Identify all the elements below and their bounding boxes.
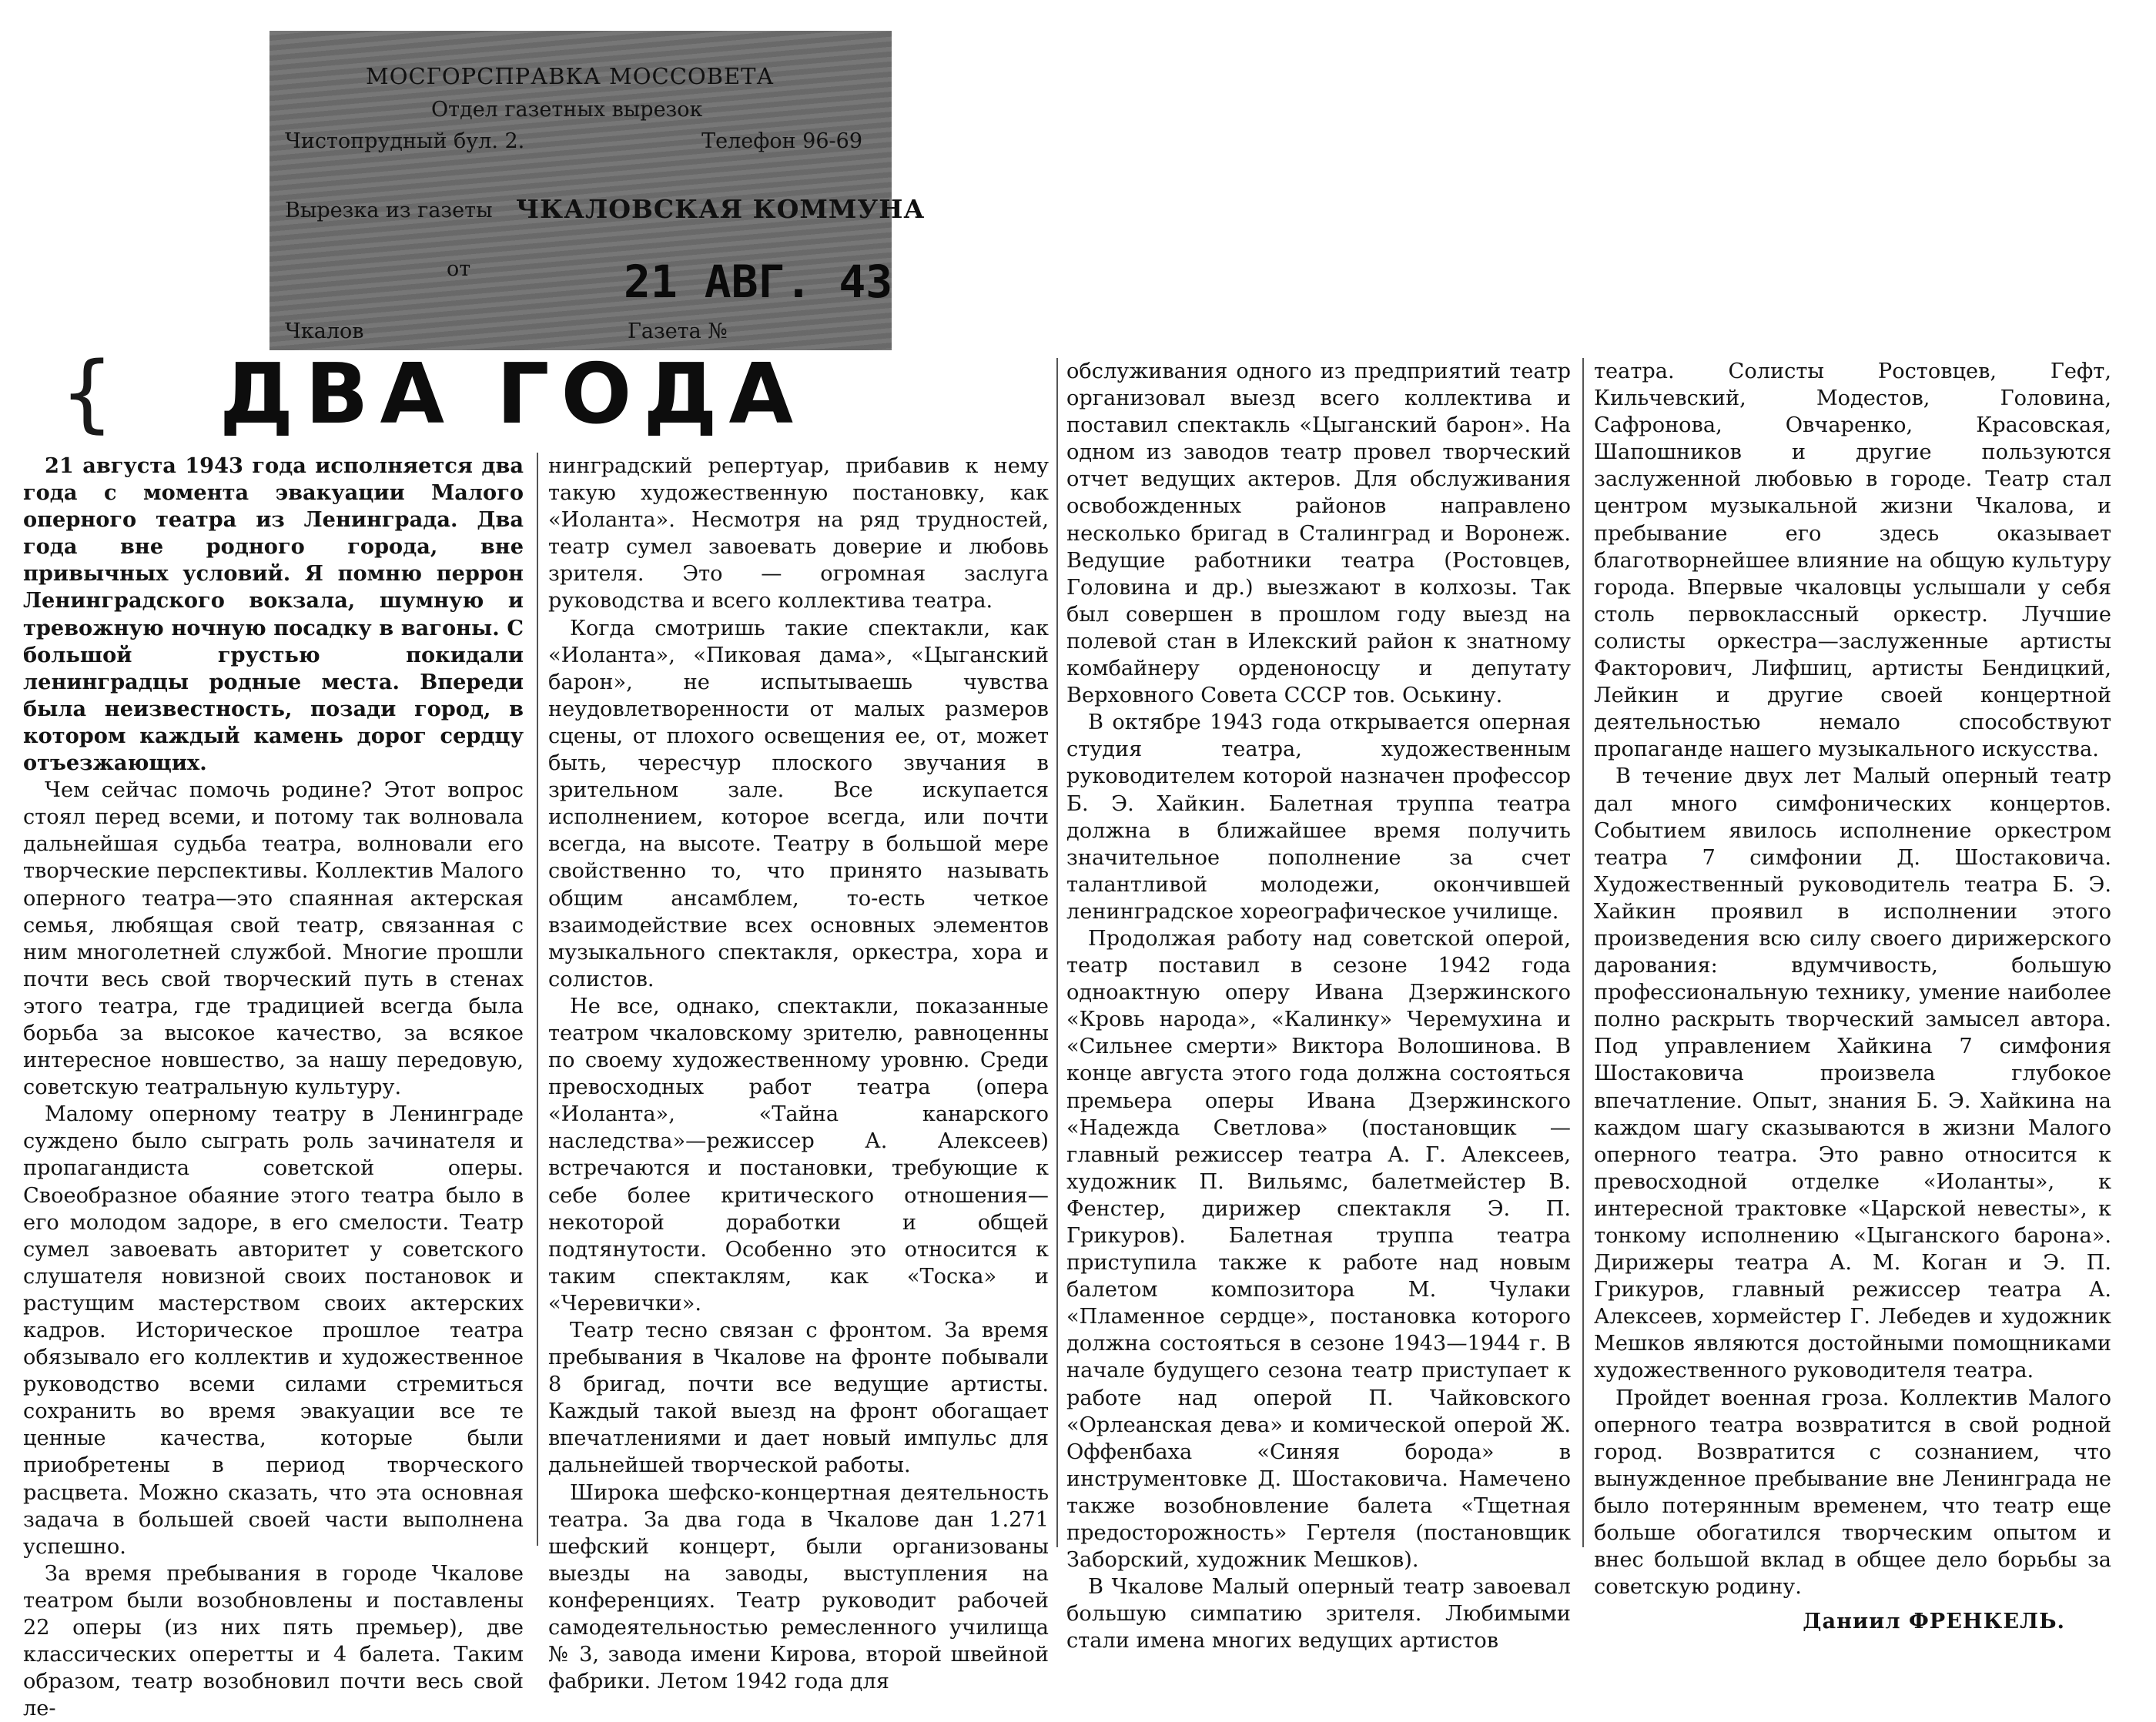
paragraph: обслуживания одного из предприятий театр организовал выезд всего коллектива и поставил спектакль «Цыганский барон». На одном из заводов театр провел творческий отчет ведущих актеров. Для обслуживания освобожденных районов направлено несколько бригад в Сталинград и Воронеж. Ведущие работники театра (Ростовцев, Головина и др.) выезжают в колхозы. Так был совершен в прошлом году выезд на полевой стан в Илекский район к знатному комбайнеру орденоносцу и депутату Верховного Совета СССР тов. Оськину.	[1066, 359, 1571, 708]
paragraph: театра. Солисты Ростовцев, Гефт, Кильчевский, Модестов, Головина, Сафронова, Овчаренко, Красовская, Шапошников и другие пользуются заслуженной любовью в городе. Театр стал центром музыкальной жизни Чкалова, и пребывание его здесь оказывает благотворнейшее влияние на общую культуру города. Впервые чкаловцы услышали у себя столь первоклассный оркестр. Лучшие солисты оркестра—заслуженные артисты Факторович, Лифшиц, артисты Бендицкий, Лейкин и другие своей концертной деятельностью немало способствуют пропаганде нашего музыкального искусства.	[1594, 359, 2111, 762]
stamp-from-label: от	[447, 257, 471, 281]
paragraph: Театр тесно связан с фронтом. За время пребывания в Чкалове на фронте побывали 8 бригад, почти все ведущие артисты. Каждый такой выезд на фронт обогащает впечатлениями и дает новый импульс для дальнейшей творческой работы.	[548, 1319, 1049, 1478]
clipping-service-stamp	[270, 31, 926, 350]
paragraph: Не все, однако, спектакли, показанные театром чкаловскому зрителю, равноценны по своему художественному уровню. Среди превосходных работ театра (опера «Иоланта», «Тайна канарского наследства»—режиссер А. Алексеев) встречаются и постановки, требующие к себе более критического отношения—некоторой доработки и общей подтянутости. Особенно это относится к таким спектаклям, как «Тоска» и «Черевички».	[548, 994, 1049, 1316]
column-divider	[1056, 358, 1058, 1547]
paragraph: нинградский репертуар, прибавив к нему такую художественную постановку, как «Иоланта». Несмотря на ряд трудностей, театр сумел завоевать доверие и любовь зрителя. Это — огромная заслуга руководства и всего коллектива театра.	[548, 454, 1049, 614]
article-column-3	[1066, 358, 1571, 1653]
paragraph: Широка шефско-концертная деятельность театра. За два года в Чкалове дан 1.271 шефский концерт, были организованы выезды на заводы, выступления на конференциях. Театр руководит рабочей самодеятельностью ремесленного училища № 3, завода имени Кирова, второй швейной фабрики. Летом 1942 года для	[548, 1480, 1049, 1694]
margin-bracket-mark: {	[60, 343, 114, 442]
stamp-phone: Телефон 96-69	[701, 129, 862, 153]
stamp-city: Чкалов	[285, 319, 364, 343]
stamp-newspaper-name: ЧКАЛОВСКАЯ КОММУНА	[516, 194, 926, 224]
paragraph: Малому оперному театру в Ленинграде суждено было сыграть роль зачинателя и пропагандиста советской оперы. Своеобразное обаяние этого театра было в его молодом задоре, в его смелости. Театр сумел завоевать авторитет у советского слушателя новизной своих постановок и растущим мастерством своих актерских кадров. Историческое прошлое театра обязывало его коллектив и художественное руководство всеми силами стремиться сохранить во время эвакуации все те ценные качества, которые были приобретены в период творческого расцвета. Можно сказать, что эта основная задача в большей своей части выполнена успешно.	[23, 1102, 524, 1559]
stamp-date: 21 АВГ. 43	[624, 256, 893, 308]
column-divider	[537, 453, 538, 1546]
article-headline: ДВА ГОДА	[219, 346, 805, 443]
paragraph: Продолжая работу над советской оперой, театр поставил в сезоне 1942 года одноактную оперу Ивана Дзержинского «Кровь народа», «Калинку» Черемухина и «Сильнее смерти» Виктора Волошинова. В конце августа этого года должна состояться премьера оперы Ивана Дзержинского «Надежда Светлова» (постановщик — главный режиссер театра А. Г. Алексеев, художник П. Вильямс, балетмейстер В. Фенстер, дирижер спектакля Э. П. Грикуров). Балетная труппа театра приступила также к работе над новым балетом композитора М. Чулаки «Пламенное сердце», постановка которого должна состояться в сезоне 1943—1944 г. В начале будущего сезона театр приступает к работе над оперой П. Чайковского «Орлеанская дева» и комической оперой Ж. Оффенбаха «Синяя борода» в инструментовке Д. Шостаковича. Намечено также возобновление балета «Тщетная предосторожность» Гертеля (постановщик Заборский, художник Мешков).	[1066, 926, 1571, 1573]
paragraph: Пройдет военная гроза. Коллектив Малого оперного театра возвратится в свой родной город. Возвратится с сознанием, что вынужденное пребывание вне Ленинграда не было потерянным временем, что театр еще больше обогатился творческим опытом и внес большой вклад в общее дело борьбы за советскую родину.	[1594, 1386, 2111, 1600]
paragraph: Когда смотришь такие спектакли, как «Иоланта», «Пиковая дама», «Цыганский барон», не испытываешь чувства неудовлетворенности от малых размеров сцены, от плохого освещения ее, от, может быть, чересчур плоского звучания в зрительном зале. Все искупается исполнением, которое всегда, или почти всегда, на высоте. Театру в большой мере свойственно то, что принято называть общим ансамблем, то-есть четкое взаимодействие всех основных элементов музыкального спектакля, оркестра, хора и солистов.	[548, 616, 1049, 991]
author-signature: Даниил ФРЕНКЕЛЬ.	[1803, 1609, 2065, 1634]
article-column-4	[1594, 358, 2111, 1634]
stamp-organization: МОСГОРСПРАВКА МОССОВЕТА	[366, 63, 775, 89]
stamp-department: Отдел газетных вырезок	[431, 98, 703, 122]
paragraph: Чем сейчас помочь родине? Этот вопрос стоял перед всеми, и потому так волновала дальнейшая судьба театра, волновали его творческие перспективы. Коллектив Малого оперного театра—это спаянная актерская семья, любящая свой театр, связанная с ним многолетней службой. Многие прошли почти весь свой творческий путь в стенах этого театра, где традицией всегда была борьба за высокое качество, за всякое интересное новшество, за нашу передовую, советскую театральную культуру.	[23, 778, 524, 1100]
stamp-gazette-number: Газета №	[628, 319, 728, 343]
paragraph: За время пребывания в городе Чкалове театром были возобновлены и поставлены 22 оперы (из них пять премьер), две классических оперетты и 4 балета. Таким образом, театр возобновил почти весь свой ле-	[23, 1561, 524, 1721]
article-column-1	[23, 453, 524, 1721]
stamp-clip-label: Вырезка из газеты	[285, 199, 493, 222]
article-column-2	[548, 453, 1049, 1694]
stamp-address: Чистопрудный бул. 2.	[285, 129, 525, 153]
paragraph: В октябре 1943 года открывается оперная студия театра, художественным руководителем которой назначен профессор Б. Э. Хайкин. Балетная труппа театра должна в ближайшее время получить значительное пополнение за счет талантливой молодежи, окончившей ленинградское хореографическое училище.	[1066, 711, 1571, 924]
paragraph: В течение двух лет Малый оперный театр дал много симфонических концертов. Событием явилось исполнение оркестром театра 7 симфонии Д. Шостаковича. Художественный руководитель театра Б. Э. Хайкин проявил в исполнении этого произведения всю силу своего дирижерского дарования: вдумчивость, большую профессиональную технику, умение наиболее полно раскрыть творческий замысел автора. Под управлением Хайкина 7 симфония Шостаковича произвела глубокое впечатление. Опыт, знания Б. Э. Хайкина на каждом шагу сказываются в жизни Малого оперного театра. Это равно относится к превосходной отделке «Иоланты», к интересной трактовке «Царской невесты», к тонкому исполнению «Цыганского барона». Дирижеры театра А. М. Коган и Э. П. Грикуров, главный режиссер театра А. Алексеев, хормейстер Г. Лебедев и художник Мешков являются достойными помощниками художественного руководителя театра.	[1594, 764, 2111, 1383]
paragraph: 21 августа 1943 года исполняется два года с момента эвакуации Малого оперного театра из Ленинграда. Два года вне родного города, вне привычных условий. Я помню перрон Ленинградского вокзала, шумную и тревожную ночную посадку в вагоны. С большой грустью покидали ленинградцы родные места. Впереди была неизвестность, позади город, в котором каждый камень дорог сердцу отъезжающих.	[23, 453, 524, 776]
column-divider	[1582, 358, 1584, 1547]
paragraph: В Чкалове Малый оперный театр завоевал большую симпатию зрителя. Любимыми стали имена многих ведущих артистов	[1066, 1575, 1571, 1653]
